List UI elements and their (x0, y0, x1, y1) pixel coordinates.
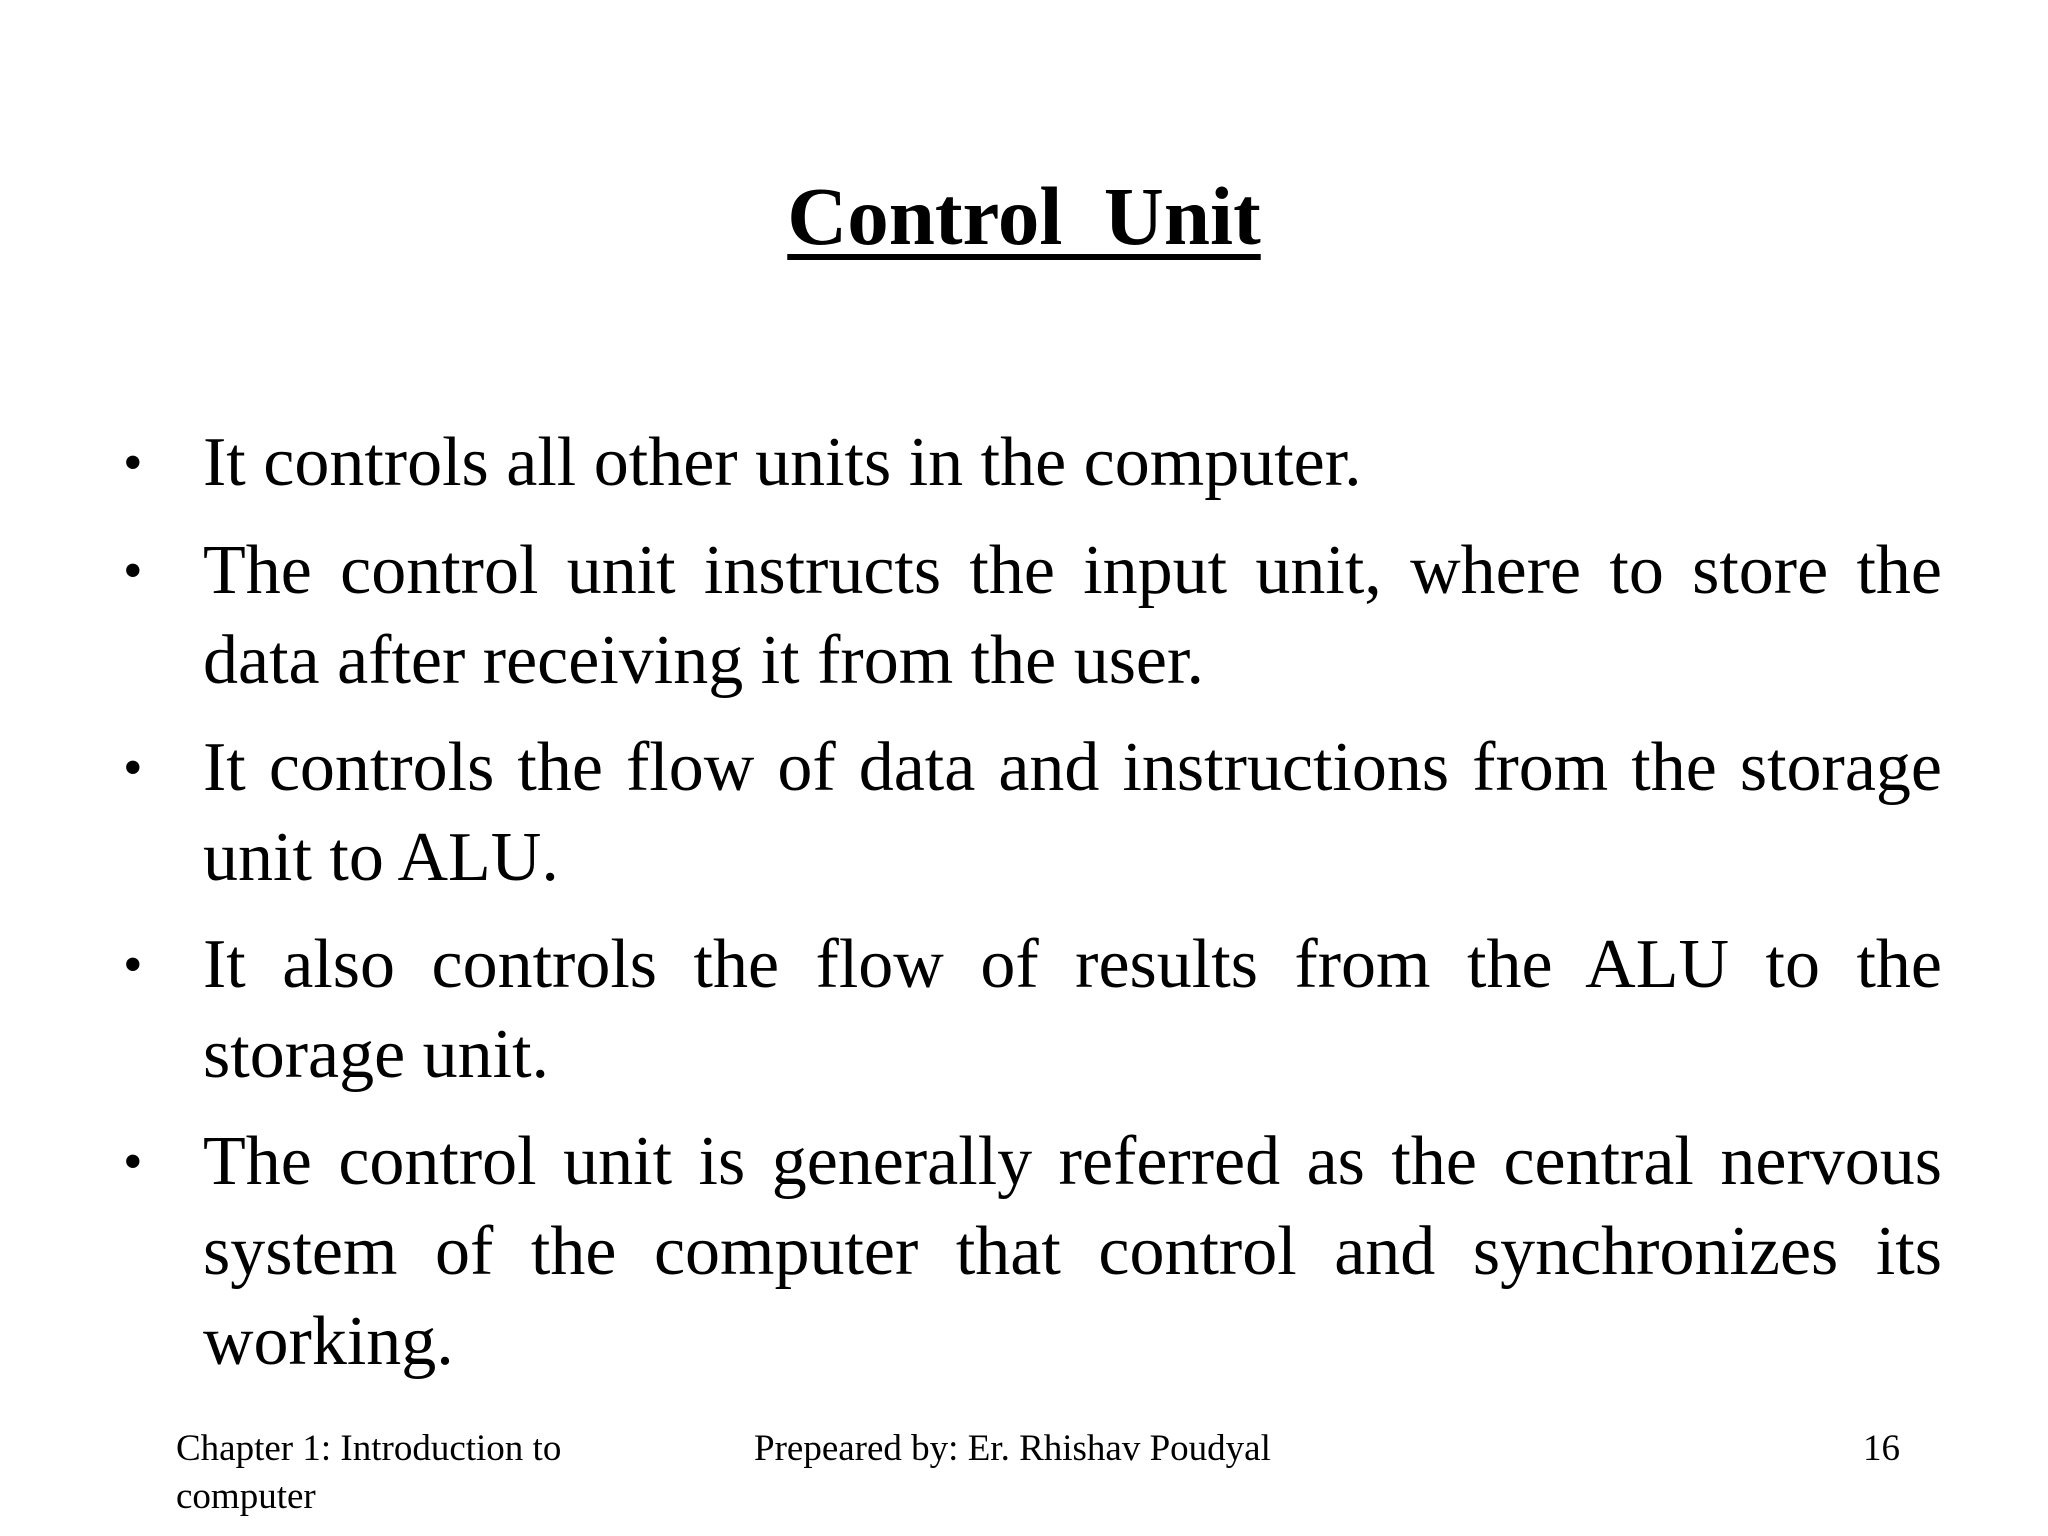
bullet-icon: • (123, 1131, 143, 1193)
bullet-icon: • (123, 737, 143, 799)
bullet-text: The control unit is generally referred as the central nervous system of the computer that control and synchronizes its working. (203, 1123, 1942, 1380)
bullet-icon: • (123, 432, 143, 494)
bullet-item (123, 723, 1942, 903)
bullet-icon: • (123, 540, 143, 602)
bullet-item (123, 418, 1942, 508)
bullet-icon: • (123, 934, 143, 996)
bullet-text: It controls the flow of data and instructions from the storage unit to ALU. (203, 729, 1942, 896)
bullet-text: The control unit instructs the input unit, where to store the data after receiving it from the user. (203, 532, 1942, 699)
footer-page-number: 16 (1863, 1428, 1900, 1469)
slide-title: Control Unit (787, 170, 1261, 262)
footer-author: Prepeared by: Er. Rhishav Poudyal (754, 1428, 1271, 1469)
bullet-text: It also controls the flow of results from the ALU to the storage unit. (203, 926, 1942, 1093)
bullet-item (123, 526, 1942, 706)
footer-chapter: Chapter 1: Introduction to computer (176, 1428, 562, 1517)
bullet-item (123, 1117, 1942, 1387)
bullet-text: It controls all other units in the computer. (203, 424, 1362, 501)
bullet-item (123, 920, 1942, 1100)
